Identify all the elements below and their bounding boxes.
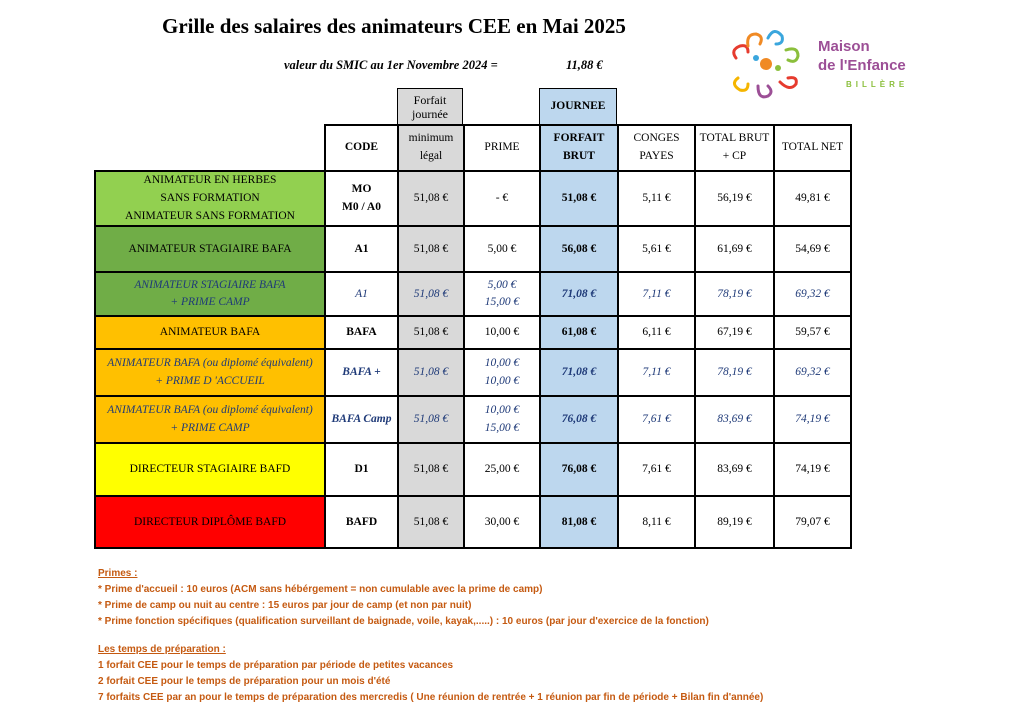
row-forfait: 61,08 € [540,316,618,349]
row-total-net: 59,57 € [774,316,851,349]
row-conges: 5,11 € [618,171,695,226]
header-conges: CONGES PAYES [618,125,695,171]
row-prime: 25,00 € [464,443,540,496]
row-total-brut: 83,69 € [695,396,774,443]
row-prime: 10,00 € 15,00 € [464,396,540,443]
row-prime: 30,00 € [464,496,540,548]
row-conges: 8,11 € [618,496,695,548]
row-forfait: 71,08 € [540,272,618,316]
header-total-net: TOTAL NET [774,125,851,171]
row-total-net: 74,19 € [774,443,851,496]
row-desc: ANIMATEUR BAFA [95,316,325,349]
row-forfait: 76,08 € [540,396,618,443]
primes-item: * Prime d'accueil : 10 euros (ACM sans hébérgement = non cumulable avec la prime de camp) [98,584,543,595]
row-conges: 7,11 € [618,349,695,396]
primes-item: * Prime fonction spécifiques (qualification surveillant de baignade, voile, kayak,.....) : 10 euros (par jour d'exercice de la fonction) [98,616,709,627]
row-conges: 7,61 € [618,443,695,496]
row-total-brut: 89,19 € [695,496,774,548]
row-code: D1 [325,443,398,496]
table-row [95,349,851,396]
row-min: 51,08 € [398,171,464,226]
row-min: 51,08 € [398,226,464,272]
preparation-item: 7 forfaits CEE par an pour le temps de préparation des mercredis ( Une réunion de rentrée + 1 réunion par fin de période + Bilan fin d'année) [98,692,764,703]
table-row [95,226,851,272]
logo-text-maison: Maison [818,38,870,55]
row-code: BAFA + [325,349,398,396]
smic-value: 11,88 € [566,58,603,72]
row-min: 51,08 € [398,272,464,316]
row-prime: 5,00 € [464,226,540,272]
row-forfait: 56,08 € [540,226,618,272]
row-total-brut: 83,69 € [695,443,774,496]
journee-header: JOURNEE [539,88,617,125]
row-desc: ANIMATEUR STAGIAIRE BAFA + PRIME CAMP [95,272,325,316]
table-row [95,272,851,316]
preparation-item: 2 forfait CEE pour le temps de préparation pour un mois d'été [98,676,391,687]
row-total-brut: 56,19 € [695,171,774,226]
row-min: 51,08 € [398,443,464,496]
row-desc: ANIMATEUR EN HERBES SANS FORMATION ANIMATEUR SANS FORMATION [95,171,325,226]
row-prime: 10,00 € [464,316,540,349]
row-desc: ANIMATEUR BAFA (ou diplomé équivalent) + PRIME CAMP [95,396,325,443]
row-total-brut: 78,19 € [695,272,774,316]
table-row [95,171,851,226]
row-min: 51,08 € [398,496,464,548]
row-total-brut: 61,69 € [695,226,774,272]
preparation-heading: Les temps de préparation : [98,644,226,655]
row-total-net: 79,07 € [774,496,851,548]
header-prime: PRIME [464,125,540,171]
header-forfait-brut: FORFAIT BRUT [540,125,618,171]
row-conges: 5,61 € [618,226,695,272]
row-code: A1 [325,226,398,272]
row-desc: DIRECTEUR DIPLÔME BAFD [95,496,325,548]
row-min: 51,08 € [398,316,464,349]
preparation-item: 1 forfait CEE pour le temps de préparation par période de petites vacances [98,660,454,671]
header-total-brut: TOTAL BRUT + CP [695,125,774,171]
row-code: A1 [325,272,398,316]
row-forfait: 71,08 € [540,349,618,396]
row-conges: 7,11 € [618,272,695,316]
row-forfait: 81,08 € [540,496,618,548]
table-row [95,496,851,548]
row-total-net: 69,32 € [774,272,851,316]
row-desc: ANIMATEUR STAGIAIRE BAFA [95,226,325,272]
smic-label: valeur du SMIC au 1er Novembre 2024 = [284,58,498,72]
primes-item: * Prime de camp ou nuit au centre : 15 euros par jour de camp (et non par nuit) [98,600,472,611]
header-minimum: minimum légal [398,125,464,171]
row-min: 51,08 € [398,349,464,396]
row-total-net: 49,81 € [774,171,851,226]
row-prime: 10,00 € 10,00 € [464,349,540,396]
row-total-brut: 78,19 € [695,349,774,396]
row-forfait: 76,08 € [540,443,618,496]
header-code: CODE [325,125,398,171]
table-header-row [95,125,851,171]
logo-text-enfance: de l'Enfance [818,57,906,74]
row-desc: ANIMATEUR BAFA (ou diplomé équivalent) + PRIME D 'ACCUEIL [95,349,325,396]
row-desc: DIRECTEUR STAGIAIRE BAFD [95,443,325,496]
salary-table [94,124,852,549]
row-total-net: 69,32 € [774,349,851,396]
table-row [95,396,851,443]
row-total-net: 74,19 € [774,396,851,443]
logo-text-billere: BILLÈRE [846,80,909,89]
table-row [95,443,851,496]
forfait-journee-header: Forfait journée [397,88,463,125]
row-code: BAFA Camp [325,396,398,443]
page-title: Grille des salaires des animateurs CEE en Mai 2025 [162,14,626,38]
row-prime: 5,00 € 15,00 € [464,272,540,316]
row-prime: - € [464,171,540,226]
row-code: BAFD [325,496,398,548]
row-code: BAFA [325,316,398,349]
primes-heading: Primes : [98,568,138,579]
row-code: MO M0 / A0 [325,171,398,226]
table-row [95,316,851,349]
row-conges: 6,11 € [618,316,695,349]
row-total-net: 54,69 € [774,226,851,272]
row-forfait: 51,08 € [540,171,618,226]
row-conges: 7,61 € [618,396,695,443]
row-min: 51,08 € [398,396,464,443]
row-total-brut: 67,19 € [695,316,774,349]
